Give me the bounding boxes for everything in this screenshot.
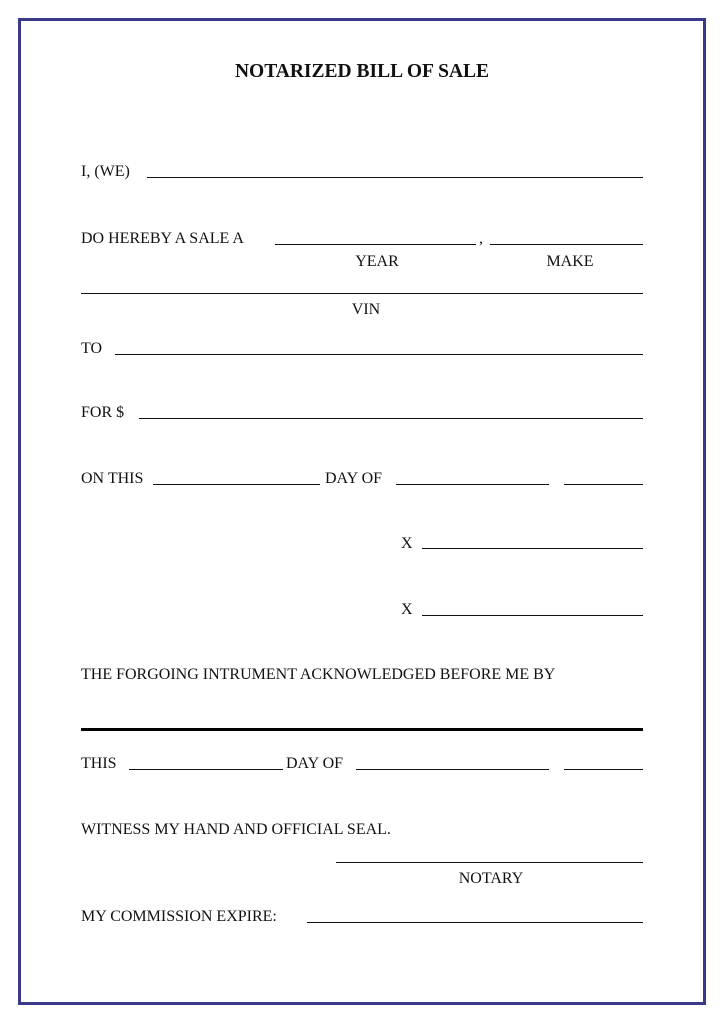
sale-year-field[interactable] [564,484,643,485]
seller-field[interactable] [147,177,643,178]
buyer-field[interactable] [115,354,643,355]
signature-mark-2: X [401,601,413,618]
sale-day-label: ON THIS [81,470,144,487]
witness-text: WITNESS MY HAND AND OFFICIAL SEAL. [81,821,391,838]
price-field[interactable] [139,418,643,419]
make-field[interactable] [490,244,643,245]
price-label: FOR $ [81,404,125,421]
notary-month-label: DAY OF [286,755,344,772]
signature-field-1[interactable] [422,548,643,549]
commission-field[interactable] [307,922,643,923]
notary-day-label: THIS [81,755,117,772]
vin-caption: VIN [351,301,381,318]
seller-label: I, (WE) [81,163,130,180]
acknowledgment-text: THE FORGOING INTRUMENT ACKNOWLEDGED BEFORE ME BY [81,666,556,683]
buyer-label: TO [81,340,103,357]
sale-month-field[interactable] [396,484,549,485]
acknowledgment-field[interactable] [81,728,643,731]
vin-field[interactable] [81,293,643,294]
year-caption: YEAR [355,253,399,270]
notary-month-field[interactable] [356,769,549,770]
commission-label: MY COMMISSION EXPIRE: [81,908,277,925]
sale-month-label: DAY OF [325,470,383,487]
sale-prefix-label: DO HEREBY A SALE A [81,230,244,247]
notary-day-field[interactable] [129,769,283,770]
make-caption: MAKE [546,253,594,270]
notary-caption: NOTARY [458,870,524,887]
sale-day-field[interactable] [153,484,320,485]
year-make-separator: , [479,230,483,247]
document-title: NOTARIZED BILL OF SALE [234,61,490,82]
year-field[interactable] [275,244,476,245]
signature-field-2[interactable] [422,615,643,616]
notary-year-field[interactable] [564,769,643,770]
signature-mark-1: X [401,535,413,552]
notary-signature-field[interactable] [336,862,643,863]
